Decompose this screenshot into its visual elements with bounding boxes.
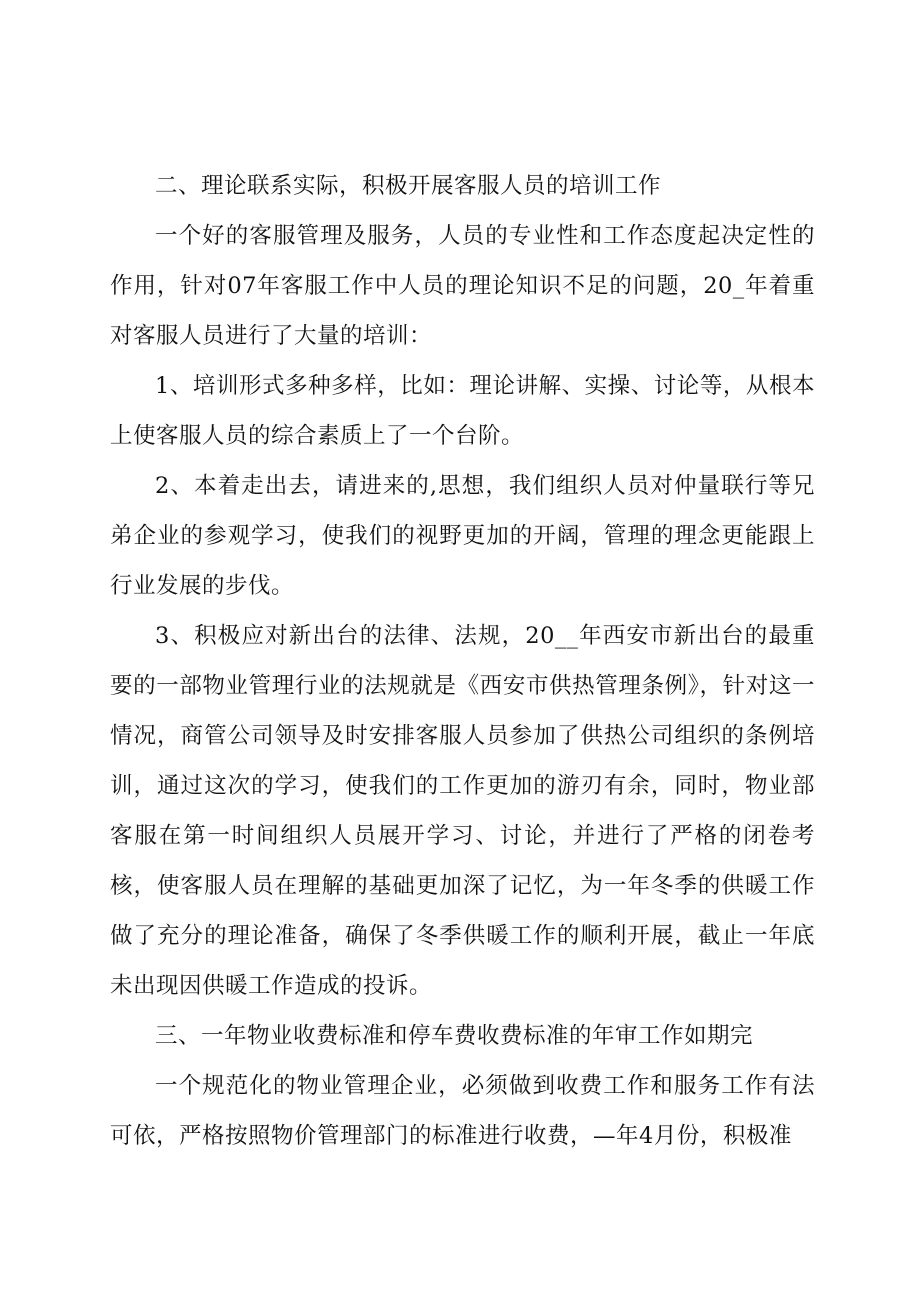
list-item-visit-learning: 2、本着走出去，请进来的,思想，我们组织人员对仲量联行等兄弟企业的参观学习，使我们的视野更加的开阔，管理的理念更能跟上行业发展的步伐。 <box>110 473 815 599</box>
list-item-new-regulations: 3、积极应对新出台的法律、法规，20__年西安市新出台的最重要的一部物业管理行业的法规就是《西安市供热管理条例》，针对这一情况，商管公司领导及时安排客服人员参加了供热公司组织的条例培训，通过这次的学习，使我们的工作更加的游刃有余，同时，物业部客服在第一时间组织人员展开学习、讨论，并进行了严格的闭卷考核，使客服人员在理解的基础更加深了记忆，为一年冬季的供暖工作做了充分的理论准备，确保了冬季供暖工作的顺利开展，截止一年底未出现因供暖工作造成的投诉。 <box>110 623 815 999</box>
section-heading-training: 二、理论联系实际，积极开展客服人员的培训工作 <box>155 173 662 199</box>
paragraph-fee-standards: 一个规范化的物业管理企业，必须做到收费工作和服务工作有法可依，严格按照物价管理部门的标准进行收费，—年4月份，积极准 <box>110 1073 815 1149</box>
paragraph-intro-training: 一个好的客服管理及服务，人员的专业性和工作态度起决定性的作用，针对07年客服工作中人员的理论知识不足的问题，20_年着重对客服人员进行了大量的培训： <box>110 223 815 349</box>
document-body <box>110 161 815 1161</box>
list-item-training-forms: 1、培训形式多种多样，比如：理论讲解、实操、讨论等，从根本上使客服人员的综合素质上了一个台阶。 <box>110 373 815 449</box>
section-heading-fee-review: 三、一年物业收费标准和停车费收费标准的年审工作如期完 <box>155 1023 754 1049</box>
